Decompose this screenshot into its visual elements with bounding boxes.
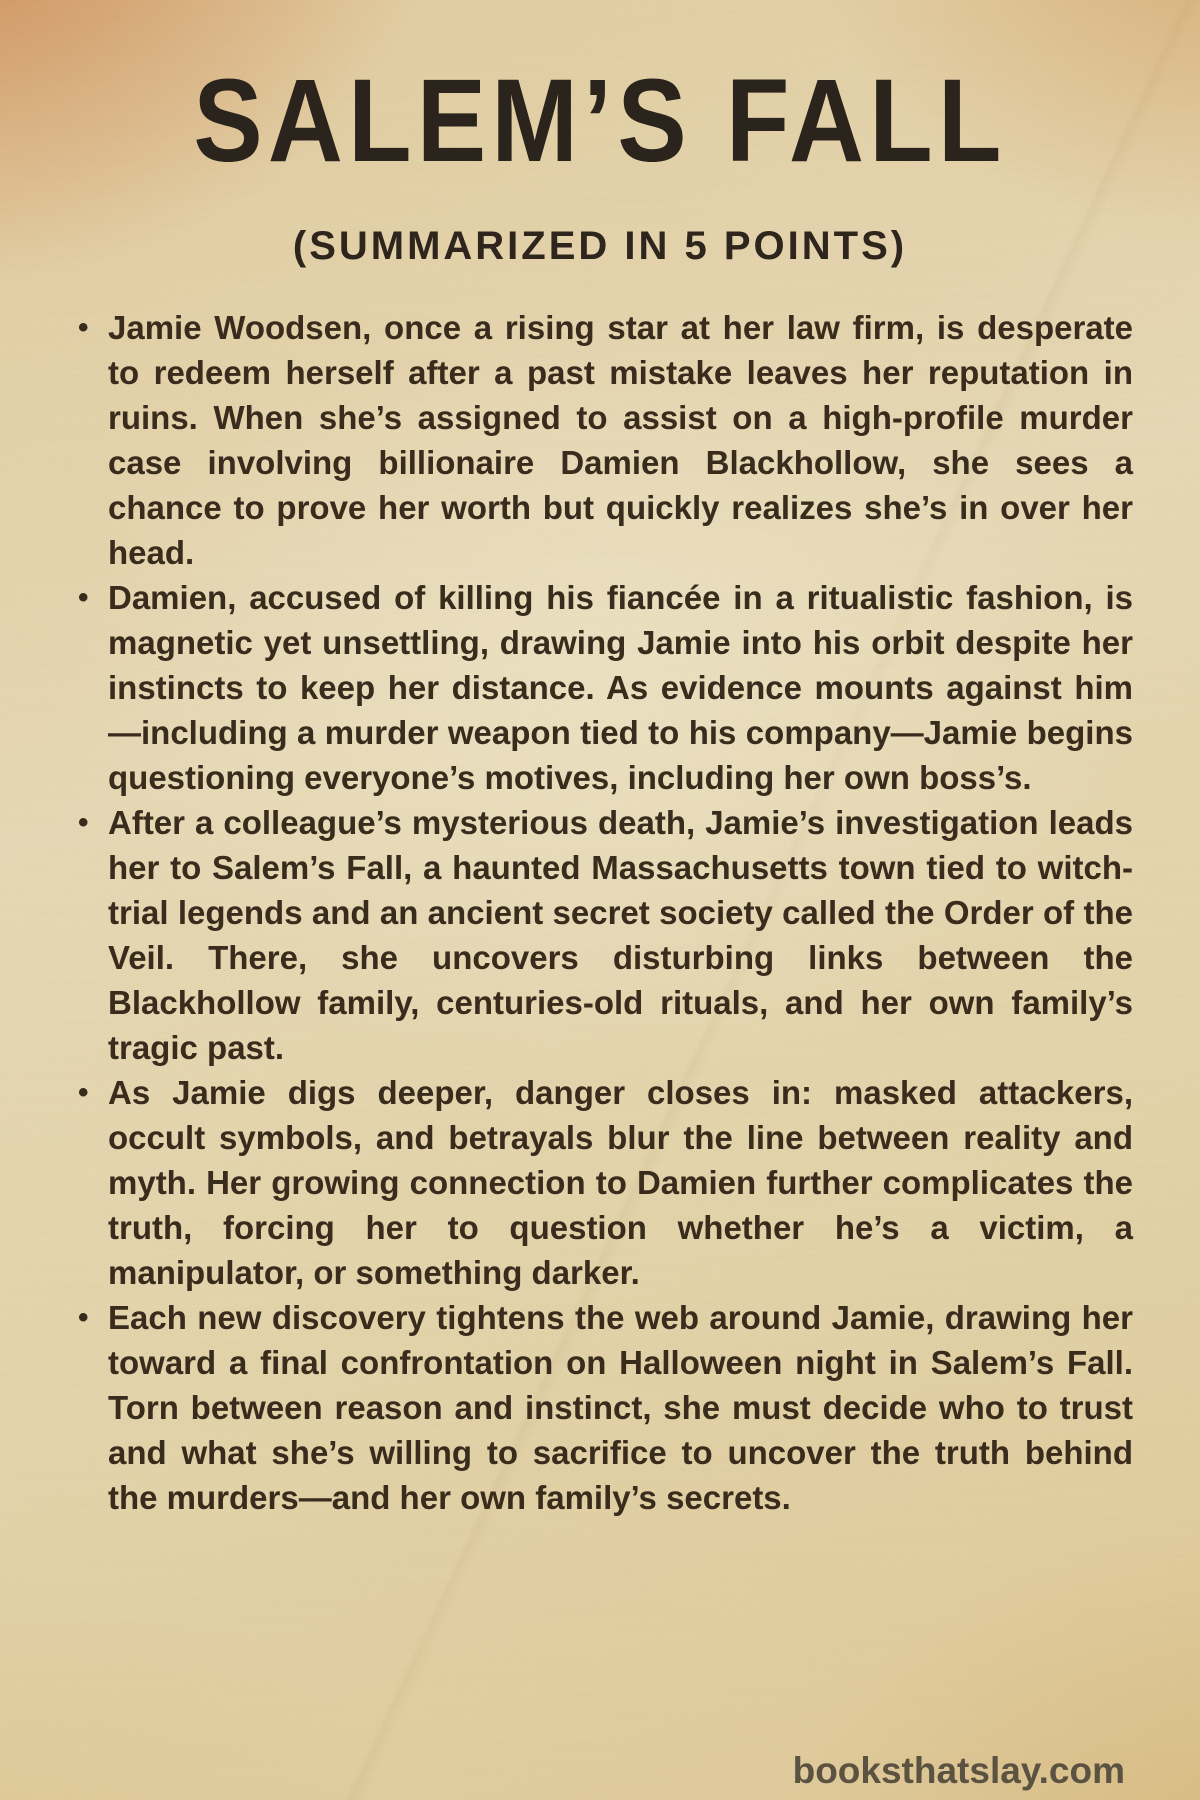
summary-point-3: • After a colleague’s mysterious death, Jamie’s investigation leads her to Salem’s Fall, a haunted Massachusetts town tied to witch-trial legends and an ancient secret society called the Order of the Veil. There, she uncovers disturbing links between the Blackhollow family, centuries-old rituals, and her own family’s tragic past. [108,800,1133,1070]
summary-point-2: • Damien, accused of killing his fiancée in a ritualistic fashion, is magnetic yet unsettling, drawing Jamie into his orbit despite her instincts to keep her distance. As evidence mounts against him—including a murder weapon tied to his company—Jamie begins questioning everyone’s motives, including her own boss’s. [108,575,1133,800]
summary-point-5: • Each new discovery tightens the web around Jamie, drawing her toward a final confrontation on Halloween night in Salem’s Fall. Torn between reason and instinct, she must decide who to trust and what she’s willing to sacrifice to uncover the truth behind the murders—and her own family’s secrets. [108,1295,1133,1520]
summary-point-1: • Jamie Woodsen, once a rising star at her law firm, is desperate to redeem herself after a past mistake leaves her reputation in ruins. When she’s assigned to assist on a high-profile murder case involving billionaire Damien Blackhollow, she sees a chance to prove her worth but quickly realizes she’s in over her head. [108,305,1133,575]
summary-point-4: • As Jamie digs deeper, danger closes in: masked attackers, occult symbols, and betrayals blur the line between reality and myth. Her growing connection to Damien further complicates the truth, forcing her to question whether he’s a victim, a manipulator, or something darker. [108,1070,1133,1295]
summary-points-list [108,305,1133,1520]
page-subtitle: (SUMMARIZED IN 5 POINTS) [292,224,908,268]
watermark-site-name: booksthatslay.com [792,1750,1125,1791]
page-title: SALEM’S FALL [193,55,1007,187]
